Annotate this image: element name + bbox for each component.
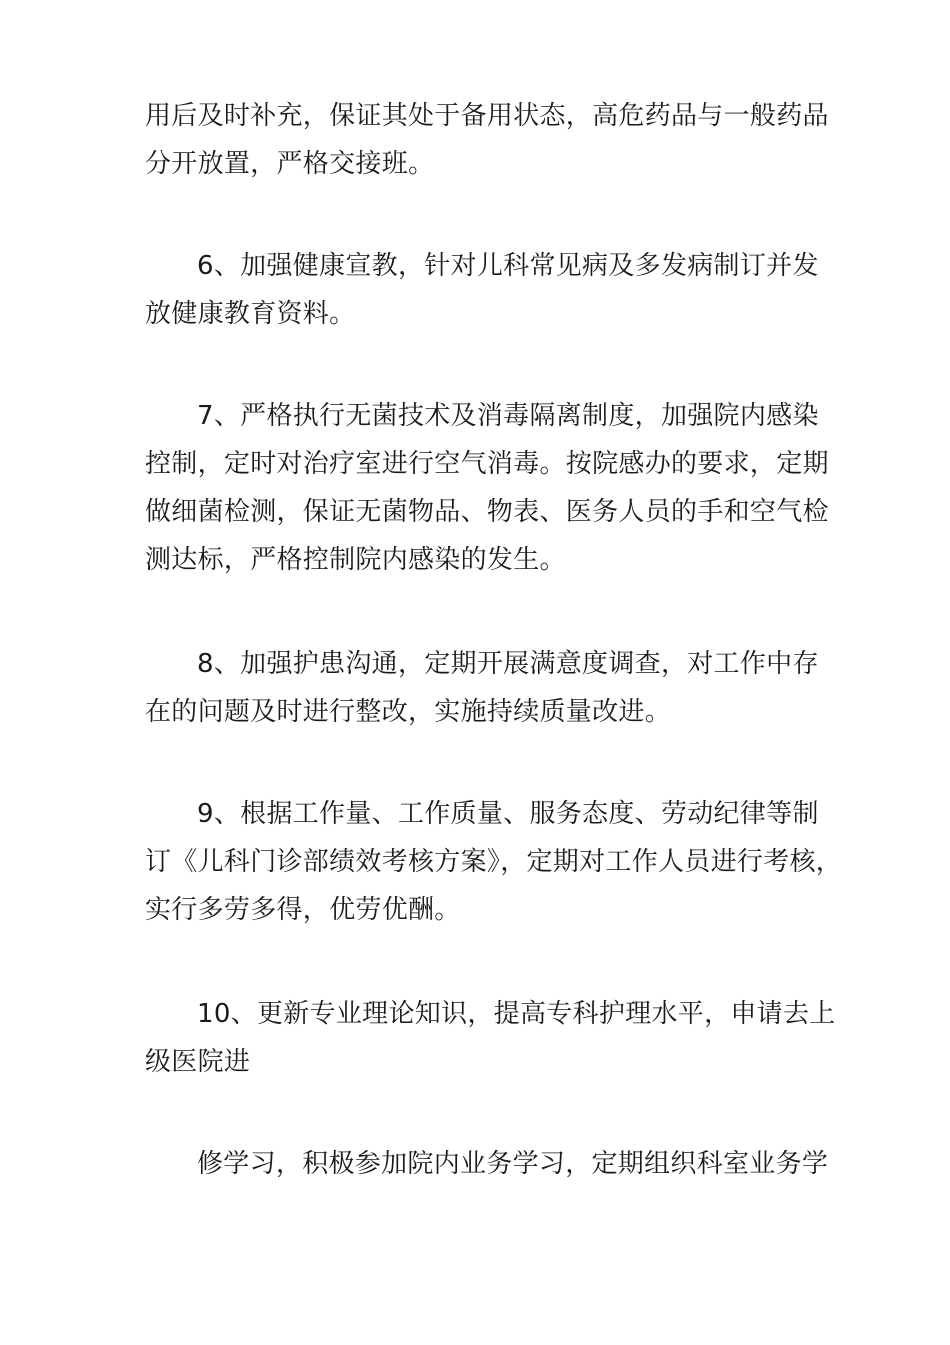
paragraph-item-10 xyxy=(145,990,836,1086)
paragraph-line: 实行多劳多得，优劳优酬。 xyxy=(145,895,461,925)
paragraph-item-7 xyxy=(145,392,829,584)
paragraph-line: 8、加强护患沟通，定期开展满意度调查，对工作中存 xyxy=(197,649,819,679)
paragraph-item-8 xyxy=(145,640,819,736)
paragraph-line: 控制，定时对治疗室进行空气消毒。按院感办的要求，定期 xyxy=(145,449,829,479)
paragraph-line: 测达标，严格控制院内感染的发生。 xyxy=(145,545,566,575)
paragraph-line: 6、加强健康宣教，针对儿科常见病及多发病制订并发 xyxy=(197,251,819,281)
paragraph-line: 级医院进 xyxy=(145,1047,251,1077)
paragraph-line: 做细菌检测，保证无菌物品、物表、医务人员的手和空气检 xyxy=(145,497,829,527)
paragraph-continuation xyxy=(145,92,829,188)
paragraph-line: 9、根据工作量、工作质量、服务态度、劳动纪律等制 xyxy=(197,799,819,829)
paragraph-item-6 xyxy=(145,242,819,338)
paragraph-line: 在的问题及时进行整改，实施持续质量改进。 xyxy=(145,697,672,727)
paragraph-line: 用后及时补充，保证其处于备用状态，高危药品与一般药品 xyxy=(145,101,829,131)
paragraph-line: 7、严格执行无菌技术及消毒隔离制度，加强院内感染 xyxy=(197,401,819,431)
paragraph-line: 放健康教育资料。 xyxy=(145,299,356,329)
paragraph-item-9 xyxy=(145,790,843,934)
paragraph-line: 修学习，积极参加院内业务学习，定期组织科室业务学 xyxy=(197,1149,829,1179)
paragraph-line: 分开放置，严格交接班。 xyxy=(145,149,435,179)
paragraph-line: 订《儿科门诊部绩效考核方案》，定期对工作人员进行考核， xyxy=(145,847,843,877)
paragraph-continuation-study xyxy=(145,1140,829,1188)
paragraph-line: 10、更新专业理论知识，提高专科护理水平，申请去上 xyxy=(197,999,836,1029)
